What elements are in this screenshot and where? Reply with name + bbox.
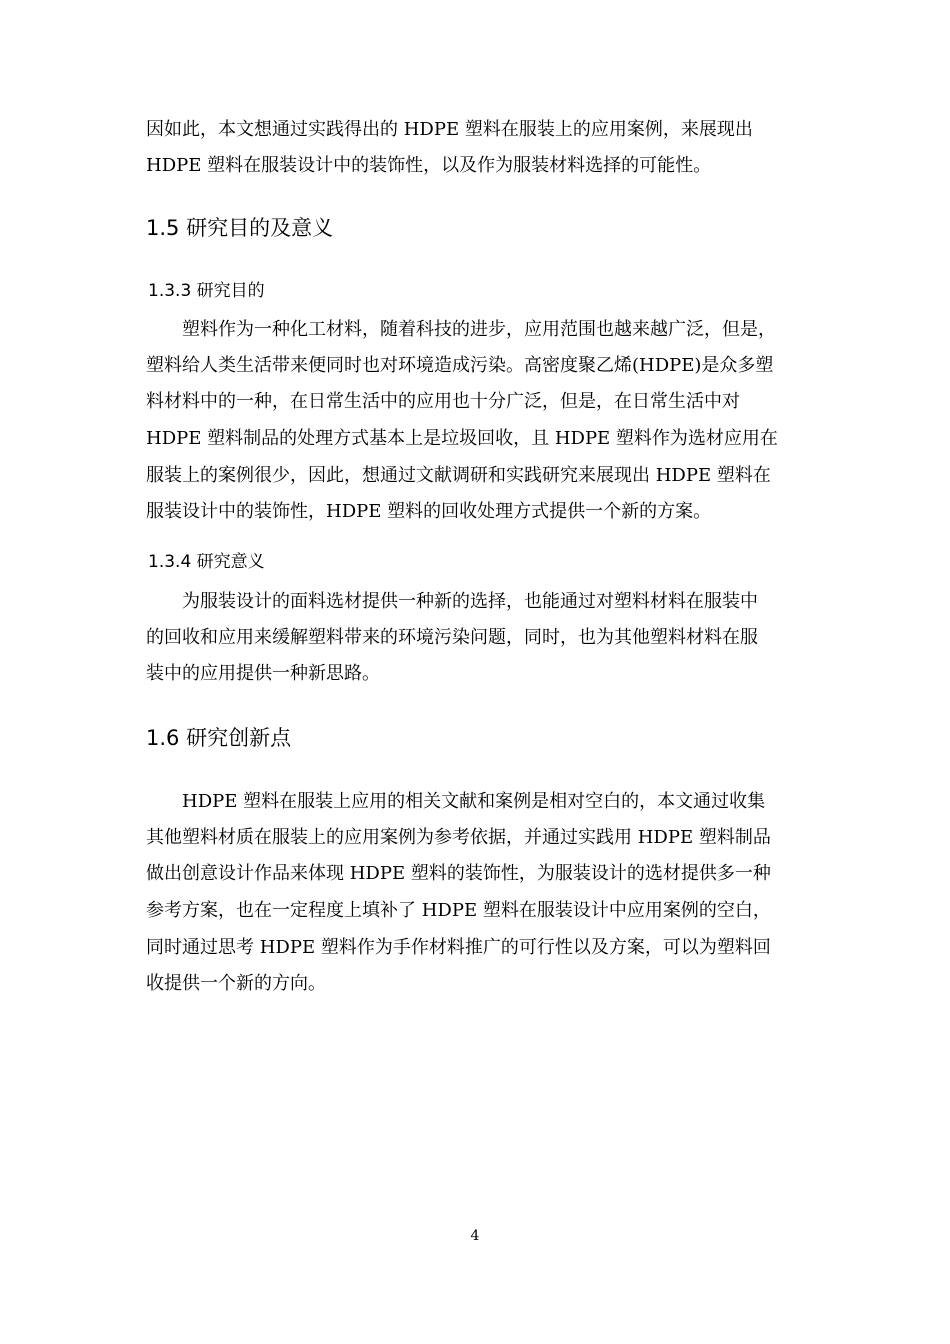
subsection-heading-1-3-4: 1.3.4 研究意义 xyxy=(148,552,265,572)
paragraph-line: 塑料作为一种化工材料，随着科技的进步，应用范围也越来越广泛，但是， xyxy=(182,319,776,340)
paragraph-line: HDPE 塑料在服装设计中的装饰性，以及作为服装材料选择的可能性。 xyxy=(146,155,712,176)
subsection-heading-1-3-3: 1.3.3 研究目的 xyxy=(148,281,265,301)
paragraph-line: 料材料中的一种，在日常生活中的应用也十分广泛，但是，在日常生活中对 xyxy=(146,391,740,412)
page-number: 4 xyxy=(470,1228,480,1244)
paragraph-line: 参考方案，也在一定程度上填补了 HDPE 塑料在服装设计中应用案例的空白， xyxy=(146,900,771,921)
paragraph-line: 其他塑料材质在服装上的应用案例为参考依据，并通过实践用 HDPE 塑料制品 xyxy=(146,827,771,848)
paragraph-line: 装中的应用提供一种新思路。 xyxy=(146,663,380,684)
section-heading-1-5: 1.5 研究目的及意义 xyxy=(146,216,334,240)
paragraph-line: 做出创意设计作品来体现 HDPE 塑料的装饰性，为服装设计的选材提供多一种 xyxy=(146,863,771,884)
paragraph-line: 为服装设计的面料选材提供一种新的选择，也能通过对塑料材料在服装中 xyxy=(182,591,758,612)
section-heading-1-6: 1.6 研究创新点 xyxy=(146,726,292,750)
paragraph-line: HDPE 塑料在服装上应用的相关文献和案例是相对空白的，本文通过收集 xyxy=(182,791,766,812)
paragraph-line: 收提供一个新的方向。 xyxy=(146,973,326,994)
paragraph-line: 服装设计中的装饰性，HDPE 塑料的回收处理方式提供一个新的方案。 xyxy=(146,501,712,522)
paragraph-line: HDPE 塑料制品的处理方式基本上是垃圾回收，且 HDPE 塑料作为选材应用在 xyxy=(146,428,778,449)
paragraph-line: 塑料给人类生活带来便同时也对环境造成污染。高密度聚乙烯(HDPE)是众多塑 xyxy=(146,355,774,376)
paragraph-line: 服装上的案例很少，因此，想通过文献调研和实践研究来展现出 HDPE 塑料在 xyxy=(146,465,771,486)
paragraph-line: 同时通过思考 HDPE 塑料作为手作材料推广的可行性以及方案，可以为塑料回 xyxy=(146,937,771,958)
paragraph-line: 的回收和应用来缓解塑料带来的环境污染问题，同时，也为其他塑料材料在服 xyxy=(146,627,758,648)
paragraph-line: 因如此，本文想通过实践得出的 HDPE 塑料在服装上的应用案例，来展现出 xyxy=(146,119,753,140)
